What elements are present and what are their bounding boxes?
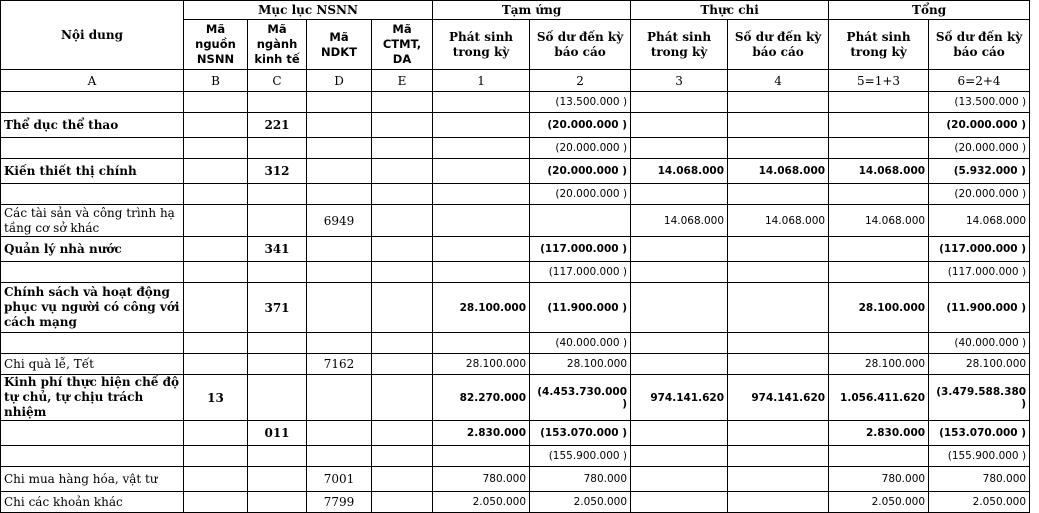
cell-ma-nganh bbox=[248, 375, 307, 421]
cell-tong-so-du: (11.900.000 ) bbox=[929, 283, 1030, 333]
column-index-row bbox=[1, 70, 1030, 92]
cell-noi-dung bbox=[1, 92, 184, 113]
cell-tam-ung-phat-sinh bbox=[433, 237, 530, 262]
cell-noi-dung bbox=[1, 184, 184, 205]
column-index: 2 bbox=[530, 70, 631, 92]
column-index: A bbox=[1, 70, 184, 92]
cell-tam-ung-phat-sinh: 28.100.000 bbox=[433, 283, 530, 333]
cell-tong-so-du: (20.000.000 ) bbox=[929, 138, 1030, 159]
cell-thuc-chi-so-du bbox=[728, 237, 829, 262]
table-row bbox=[1, 262, 1030, 283]
cell-tong-so-du: (13.500.000 ) bbox=[929, 92, 1030, 113]
cell-thuc-chi-phat-sinh bbox=[631, 237, 728, 262]
cell-tong-so-du: (5.932.000 ) bbox=[929, 159, 1030, 184]
table-row bbox=[1, 467, 1030, 492]
cell-thuc-chi-phat-sinh bbox=[631, 184, 728, 205]
cell-ma-ctmt bbox=[372, 375, 433, 421]
cell-tam-ung-so-du: (20.000.000 ) bbox=[530, 113, 631, 138]
cell-thuc-chi-phat-sinh bbox=[631, 283, 728, 333]
column-index: B bbox=[184, 70, 248, 92]
table-row bbox=[1, 492, 1030, 513]
table-row bbox=[1, 138, 1030, 159]
cell-ma-ndkt bbox=[307, 283, 372, 333]
cell-ma-nganh: 011 bbox=[248, 421, 307, 446]
cell-tong-phat-sinh: 14.068.000 bbox=[829, 159, 929, 184]
cell-ma-ctmt bbox=[372, 333, 433, 354]
cell-tong-phat-sinh bbox=[829, 113, 929, 138]
cell-tam-ung-phat-sinh: 780.000 bbox=[433, 467, 530, 492]
cell-thuc-chi-phat-sinh bbox=[631, 262, 728, 283]
column-index: 4 bbox=[728, 70, 829, 92]
cell-noi-dung bbox=[1, 333, 184, 354]
cell-noi-dung: Các tài sản và công trình hạ tầng cơ sở khác bbox=[1, 205, 184, 237]
cell-thuc-chi-so-du bbox=[728, 333, 829, 354]
cell-ma-ndkt bbox=[307, 262, 372, 283]
cell-ma-ctmt bbox=[372, 184, 433, 205]
cell-tam-ung-phat-sinh bbox=[433, 333, 530, 354]
header-tam-ung: Tạm ứng bbox=[433, 1, 631, 20]
cell-ma-ndkt bbox=[307, 159, 372, 184]
cell-ma-nguon bbox=[184, 205, 248, 237]
cell-tam-ung-so-du: (20.000.000 ) bbox=[530, 138, 631, 159]
cell-tam-ung-so-du: (117.000.000 ) bbox=[530, 237, 631, 262]
cell-noi-dung: Chi mua hàng hóa, vật tư bbox=[1, 467, 184, 492]
cell-ma-nguon bbox=[184, 262, 248, 283]
cell-tam-ung-so-du: (20.000.000 ) bbox=[530, 184, 631, 205]
cell-tong-phat-sinh: 2.830.000 bbox=[829, 421, 929, 446]
table-body bbox=[1, 92, 1030, 513]
cell-ma-ndkt: 7799 bbox=[307, 492, 372, 513]
column-index: D bbox=[307, 70, 372, 92]
cell-tam-ung-phat-sinh: 82.270.000 bbox=[433, 375, 530, 421]
cell-noi-dung bbox=[1, 446, 184, 467]
cell-tam-ung-so-du: (4.453.730.000 ) bbox=[530, 375, 631, 421]
cell-thuc-chi-so-du bbox=[728, 421, 829, 446]
cell-ma-ctmt bbox=[372, 113, 433, 138]
cell-noi-dung: Chi quà lễ, Tết bbox=[1, 354, 184, 375]
cell-ma-nganh bbox=[248, 492, 307, 513]
table-row bbox=[1, 113, 1030, 138]
cell-tam-ung-phat-sinh bbox=[433, 205, 530, 237]
table-row bbox=[1, 92, 1030, 113]
cell-ma-ndkt: 6949 bbox=[307, 205, 372, 237]
table-header bbox=[1, 1, 1030, 92]
cell-ma-nganh bbox=[248, 354, 307, 375]
cell-noi-dung bbox=[1, 421, 184, 446]
cell-tong-phat-sinh: 2.050.000 bbox=[829, 492, 929, 513]
cell-tam-ung-phat-sinh: 2.830.000 bbox=[433, 421, 530, 446]
table-row bbox=[1, 333, 1030, 354]
cell-ma-ctmt bbox=[372, 467, 433, 492]
cell-thuc-chi-so-du: 14.068.000 bbox=[728, 159, 829, 184]
cell-tam-ung-so-du: (11.900.000 ) bbox=[530, 283, 631, 333]
table-row bbox=[1, 237, 1030, 262]
table-row bbox=[1, 184, 1030, 205]
cell-ma-nguon bbox=[184, 283, 248, 333]
cell-thuc-chi-phat-sinh bbox=[631, 446, 728, 467]
cell-thuc-chi-phat-sinh bbox=[631, 354, 728, 375]
cell-tam-ung-phat-sinh bbox=[433, 262, 530, 283]
cell-tam-ung-so-du: (20.000.000 ) bbox=[530, 159, 631, 184]
cell-ma-nganh bbox=[248, 467, 307, 492]
cell-ma-ndkt bbox=[307, 184, 372, 205]
cell-tong-phat-sinh bbox=[829, 184, 929, 205]
cell-thuc-chi-so-du: 974.141.620 bbox=[728, 375, 829, 421]
cell-ma-nganh bbox=[248, 184, 307, 205]
cell-tam-ung-so-du: (13.500.000 ) bbox=[530, 92, 631, 113]
cell-tong-so-du: 28.100.000 bbox=[929, 354, 1030, 375]
header-ma-nguon: Mã nguồn NSNN bbox=[184, 20, 248, 70]
cell-tong-so-du: 2.050.000 bbox=[929, 492, 1030, 513]
cell-noi-dung: Kiến thiết thị chính bbox=[1, 159, 184, 184]
cell-thuc-chi-so-du bbox=[728, 354, 829, 375]
column-index: 5=1+3 bbox=[829, 70, 929, 92]
cell-thuc-chi-phat-sinh bbox=[631, 492, 728, 513]
cell-ma-ctmt bbox=[372, 492, 433, 513]
cell-ma-ctmt bbox=[372, 446, 433, 467]
cell-ma-ctmt bbox=[372, 354, 433, 375]
cell-tong-phat-sinh bbox=[829, 446, 929, 467]
cell-ma-ctmt bbox=[372, 421, 433, 446]
cell-tong-phat-sinh: 14.068.000 bbox=[829, 205, 929, 237]
table-row bbox=[1, 283, 1030, 333]
cell-thuc-chi-so-du bbox=[728, 92, 829, 113]
cell-ma-nganh bbox=[248, 446, 307, 467]
cell-tong-so-du: (155.900.000 ) bbox=[929, 446, 1030, 467]
cell-ma-ndkt bbox=[307, 446, 372, 467]
cell-ma-ndkt bbox=[307, 92, 372, 113]
cell-ma-nguon bbox=[184, 467, 248, 492]
cell-ma-ndkt bbox=[307, 237, 372, 262]
cell-tam-ung-so-du bbox=[530, 205, 631, 237]
cell-thuc-chi-so-du bbox=[728, 113, 829, 138]
cell-ma-nganh bbox=[248, 333, 307, 354]
cell-noi-dung bbox=[1, 262, 184, 283]
cell-thuc-chi-phat-sinh bbox=[631, 92, 728, 113]
cell-tong-so-du: (3.479.588.380 ) bbox=[929, 375, 1030, 421]
header-tam-ung-phat-sinh: Phát sinh trong kỳ bbox=[433, 20, 530, 70]
cell-tong-so-du: (20.000.000 ) bbox=[929, 184, 1030, 205]
header-tam-ung-so-du: Số dư đến kỳ báo cáo bbox=[530, 20, 631, 70]
cell-thuc-chi-phat-sinh bbox=[631, 113, 728, 138]
header-ma-nganh: Mã ngành kinh tế bbox=[248, 20, 307, 70]
cell-ma-nguon bbox=[184, 184, 248, 205]
cell-thuc-chi-so-du bbox=[728, 492, 829, 513]
cell-ma-nguon bbox=[184, 354, 248, 375]
cell-ma-ndkt bbox=[307, 113, 372, 138]
cell-ma-nguon bbox=[184, 113, 248, 138]
cell-ma-nguon bbox=[184, 446, 248, 467]
table-row bbox=[1, 421, 1030, 446]
cell-tam-ung-phat-sinh: 28.100.000 bbox=[433, 354, 530, 375]
table-row bbox=[1, 354, 1030, 375]
cell-thuc-chi-so-du bbox=[728, 283, 829, 333]
cell-tong-so-du: 14.068.000 bbox=[929, 205, 1030, 237]
cell-thuc-chi-so-du bbox=[728, 184, 829, 205]
column-index: 6=2+4 bbox=[929, 70, 1030, 92]
cell-noi-dung: Chính sách và hoạt động phục vụ người có công với cách mạng bbox=[1, 283, 184, 333]
cell-tong-phat-sinh bbox=[829, 262, 929, 283]
header-tong-phat-sinh: Phát sinh trong kỳ bbox=[829, 20, 929, 70]
cell-thuc-chi-phat-sinh: 14.068.000 bbox=[631, 159, 728, 184]
cell-ma-nganh: 371 bbox=[248, 283, 307, 333]
cell-tam-ung-phat-sinh bbox=[433, 138, 530, 159]
cell-ma-ctmt bbox=[372, 262, 433, 283]
column-index: C bbox=[248, 70, 307, 92]
cell-tam-ung-phat-sinh bbox=[433, 446, 530, 467]
cell-tong-phat-sinh: 1.056.411.620 bbox=[829, 375, 929, 421]
cell-tam-ung-phat-sinh bbox=[433, 113, 530, 138]
table-row bbox=[1, 375, 1030, 421]
cell-tong-phat-sinh bbox=[829, 138, 929, 159]
cell-ma-nganh bbox=[248, 205, 307, 237]
cell-tong-phat-sinh bbox=[829, 92, 929, 113]
cell-tong-phat-sinh: 28.100.000 bbox=[829, 354, 929, 375]
cell-noi-dung bbox=[1, 138, 184, 159]
header-muc-luc: Mục lục NSNN bbox=[184, 1, 433, 20]
cell-tam-ung-so-du: (153.070.000 ) bbox=[530, 421, 631, 446]
cell-ma-nguon bbox=[184, 421, 248, 446]
header-noi-dung: Nội dung bbox=[1, 1, 184, 70]
cell-ma-nganh bbox=[248, 138, 307, 159]
cell-tam-ung-so-du: 28.100.000 bbox=[530, 354, 631, 375]
cell-thuc-chi-so-du bbox=[728, 138, 829, 159]
header-tong-so-du: Số dư đến kỳ báo cáo bbox=[929, 20, 1030, 70]
cell-ma-nguon bbox=[184, 159, 248, 184]
header-thuc-chi-so-du: Số dư đến kỳ báo cáo bbox=[728, 20, 829, 70]
cell-ma-nguon bbox=[184, 237, 248, 262]
cell-tam-ung-so-du: (117.000.000 ) bbox=[530, 262, 631, 283]
cell-thuc-chi-so-du bbox=[728, 467, 829, 492]
cell-tam-ung-so-du: (40.000.000 ) bbox=[530, 333, 631, 354]
cell-ma-ctmt bbox=[372, 138, 433, 159]
column-index: 1 bbox=[433, 70, 530, 92]
cell-ma-ndkt bbox=[307, 333, 372, 354]
cell-ma-ctmt bbox=[372, 205, 433, 237]
cell-ma-nganh: 341 bbox=[248, 237, 307, 262]
column-index: E bbox=[372, 70, 433, 92]
cell-ma-nganh bbox=[248, 92, 307, 113]
cell-noi-dung: Chi các khoản khác bbox=[1, 492, 184, 513]
cell-ma-ctmt bbox=[372, 159, 433, 184]
cell-noi-dung: Quản lý nhà nước bbox=[1, 237, 184, 262]
cell-thuc-chi-so-du bbox=[728, 262, 829, 283]
cell-tam-ung-phat-sinh bbox=[433, 159, 530, 184]
header-tong: Tổng bbox=[829, 1, 1030, 20]
cell-thuc-chi-phat-sinh bbox=[631, 467, 728, 492]
cell-tong-so-du: (20.000.000 ) bbox=[929, 113, 1030, 138]
column-index: 3 bbox=[631, 70, 728, 92]
cell-ma-ctmt bbox=[372, 92, 433, 113]
cell-tong-so-du: 780.000 bbox=[929, 467, 1030, 492]
cell-thuc-chi-phat-sinh bbox=[631, 421, 728, 446]
cell-ma-ndkt bbox=[307, 138, 372, 159]
header-thuc-chi: Thực chi bbox=[631, 1, 829, 20]
cell-ma-ndkt bbox=[307, 421, 372, 446]
cell-tam-ung-so-du: (155.900.000 ) bbox=[530, 446, 631, 467]
header-thuc-chi-phat-sinh: Phát sinh trong kỳ bbox=[631, 20, 728, 70]
table-row bbox=[1, 159, 1030, 184]
header-ma-ndkt: Mã NDKT bbox=[307, 20, 372, 70]
cell-tong-so-du: (153.070.000 ) bbox=[929, 421, 1030, 446]
cell-noi-dung: Kinh phí thực hiện chế độ tự chủ, tự chịu trách nhiệm bbox=[1, 375, 184, 421]
cell-tam-ung-phat-sinh bbox=[433, 92, 530, 113]
cell-tam-ung-so-du: 780.000 bbox=[530, 467, 631, 492]
cell-tong-phat-sinh: 28.100.000 bbox=[829, 283, 929, 333]
cell-tong-phat-sinh bbox=[829, 333, 929, 354]
cell-ma-ctmt bbox=[372, 283, 433, 333]
cell-ma-nganh: 312 bbox=[248, 159, 307, 184]
cell-ma-ndkt: 7001 bbox=[307, 467, 372, 492]
cell-ma-nganh bbox=[248, 262, 307, 283]
table-row bbox=[1, 446, 1030, 467]
table-row bbox=[1, 205, 1030, 237]
cell-tam-ung-so-du: 2.050.000 bbox=[530, 492, 631, 513]
cell-thuc-chi-phat-sinh: 14.068.000 bbox=[631, 205, 728, 237]
cell-ma-nguon bbox=[184, 492, 248, 513]
cell-ma-ndkt bbox=[307, 375, 372, 421]
cell-ma-nguon: 13 bbox=[184, 375, 248, 421]
header-ma-ctmt: Mã CTMT, DA bbox=[372, 20, 433, 70]
cell-ma-ctmt bbox=[372, 237, 433, 262]
cell-ma-nganh: 221 bbox=[248, 113, 307, 138]
cell-tam-ung-phat-sinh: 2.050.000 bbox=[433, 492, 530, 513]
cell-tong-phat-sinh bbox=[829, 237, 929, 262]
cell-noi-dung: Thể dục thể thao bbox=[1, 113, 184, 138]
cell-ma-nguon bbox=[184, 333, 248, 354]
cell-tong-so-du: (40.000.000 ) bbox=[929, 333, 1030, 354]
cell-thuc-chi-so-du bbox=[728, 446, 829, 467]
cell-thuc-chi-so-du: 14.068.000 bbox=[728, 205, 829, 237]
cell-thuc-chi-phat-sinh bbox=[631, 138, 728, 159]
cell-tong-phat-sinh: 780.000 bbox=[829, 467, 929, 492]
cell-tong-so-du: (117.000.000 ) bbox=[929, 237, 1030, 262]
cell-ma-nguon bbox=[184, 92, 248, 113]
cell-tong-so-du: (117.000.000 ) bbox=[929, 262, 1030, 283]
cell-thuc-chi-phat-sinh: 974.141.620 bbox=[631, 375, 728, 421]
cell-thuc-chi-phat-sinh bbox=[631, 333, 728, 354]
cell-tam-ung-phat-sinh bbox=[433, 184, 530, 205]
cell-ma-ndkt: 7162 bbox=[307, 354, 372, 375]
cell-ma-nguon bbox=[184, 138, 248, 159]
